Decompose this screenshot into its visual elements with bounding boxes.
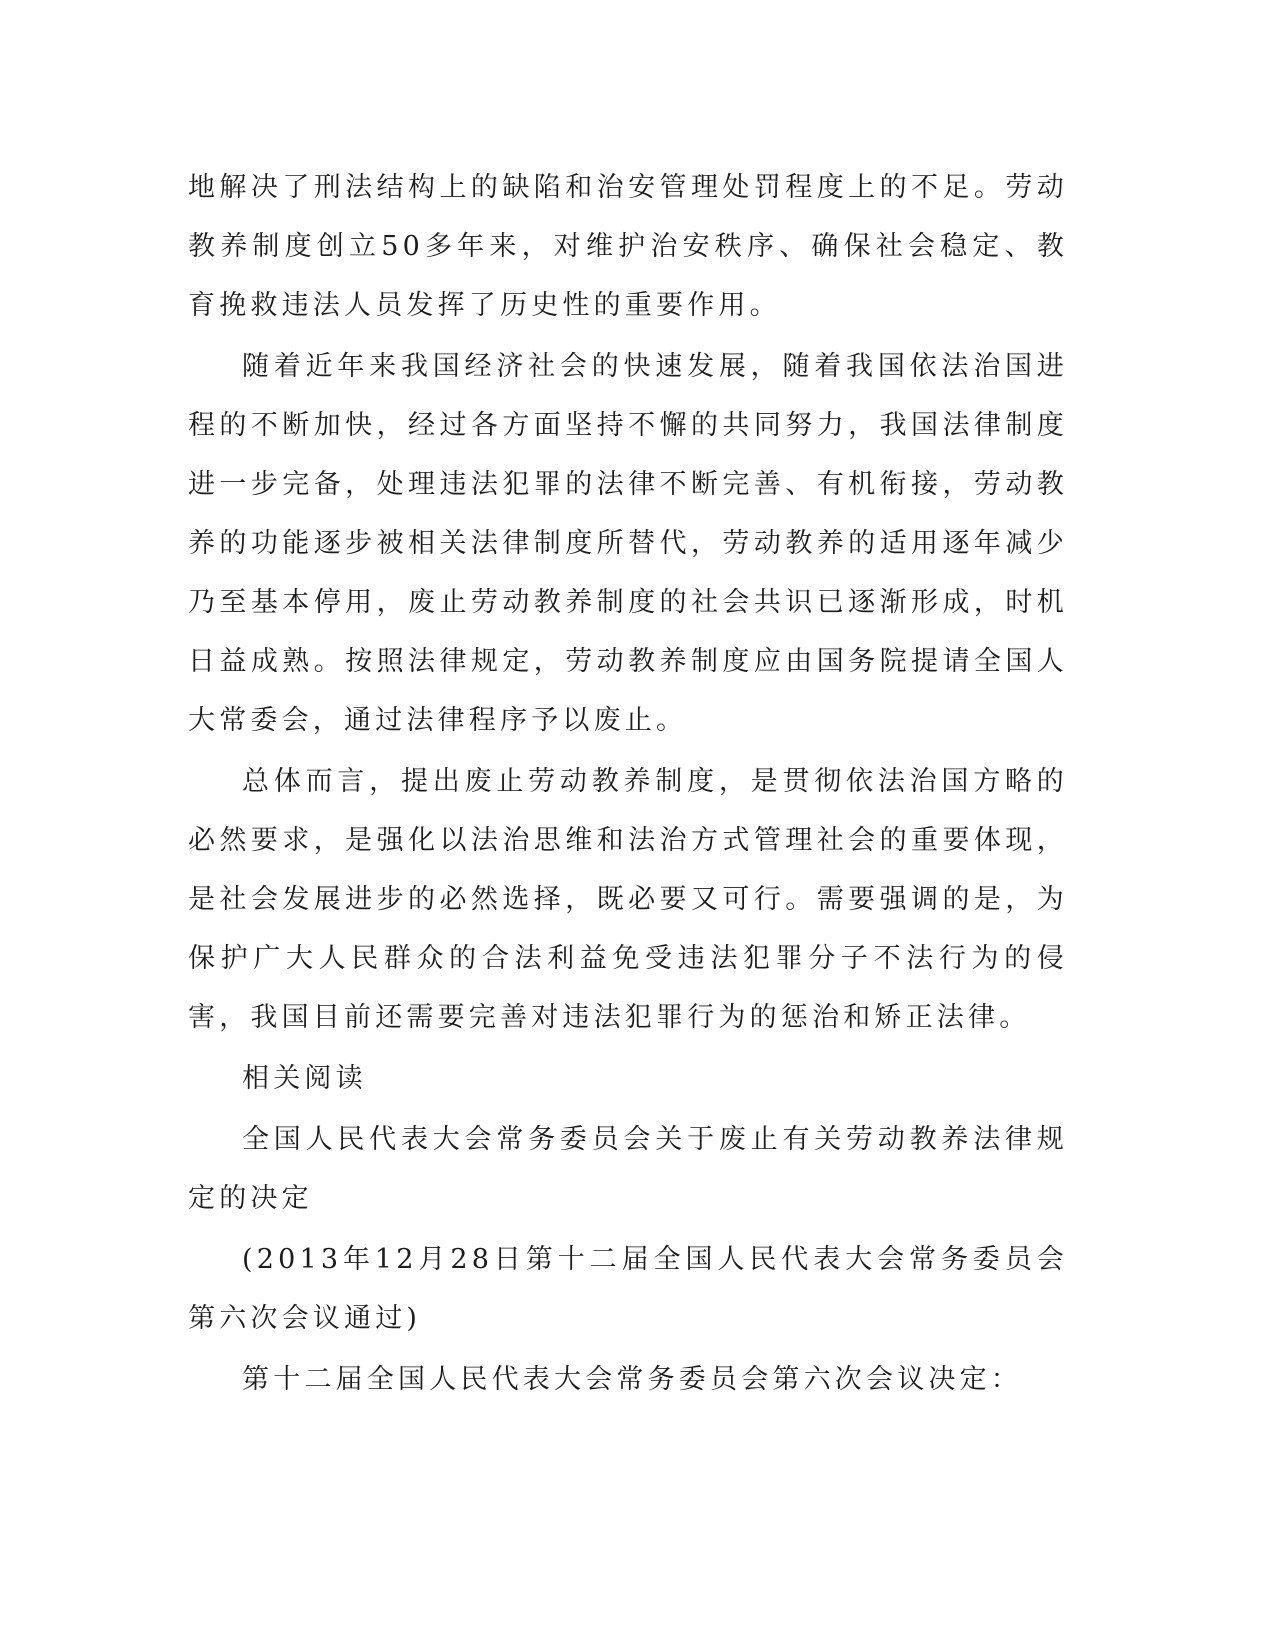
paragraph-summary: 总体而言，提出废止劳动教养制度，是贯彻依法治国方略的必然要求，是强化以法治思维和法治方式管理社会的重要体现，是社会发展进步的必然选择，既必要又可行。需要强调的是，为保护广大人民群众的合法利益免受违法犯罪分子不法行为的侵害，我国目前还需要完善对违法犯罪行为的惩治和矫正法律。 (188, 766, 1068, 1033)
decision-adoption-note: (2013年12月28日第十二届全国人民代表大会常务委员会第六次会议通过) (188, 1244, 1068, 1334)
document-body (188, 158, 1068, 1411)
decision-title: 全国人民代表大会常务委员会关于废止有关劳动教养法律规定的决定 (188, 1124, 1068, 1214)
paragraph-labor-education-history: 地解决了刑法结构上的缺陷和治安管理处罚程度上的不足。劳动教养制度创立50多年来，对维护治安秩序、确保社会稳定、教育挽救违法人员发挥了历史性的重要作用。 (188, 172, 1068, 321)
related-reading-heading: 相关阅读 (242, 1063, 367, 1094)
decision-opening-line: 第十二届全国人民代表大会常务委员会第六次会议决定： (242, 1364, 1022, 1395)
paragraph-development-context: 随着近年来我国经济社会的快速发展，随着我国依法治国进程的不断加快，经过各方面坚持不懈的共同努力，我国法律制度进一步完备，处理违法犯罪的法律不断完善、有机衔接，劳动教养的功能逐步被相关法律制度所替代，劳动教养的适用逐年减少乃至基本停用，废止劳动教养制度的社会共识已逐渐形成，时机日益成熟。按照法律规定，劳动教养制度应由国务院提请全国人大常委会，通过法律程序予以废止。 (188, 351, 1068, 736)
